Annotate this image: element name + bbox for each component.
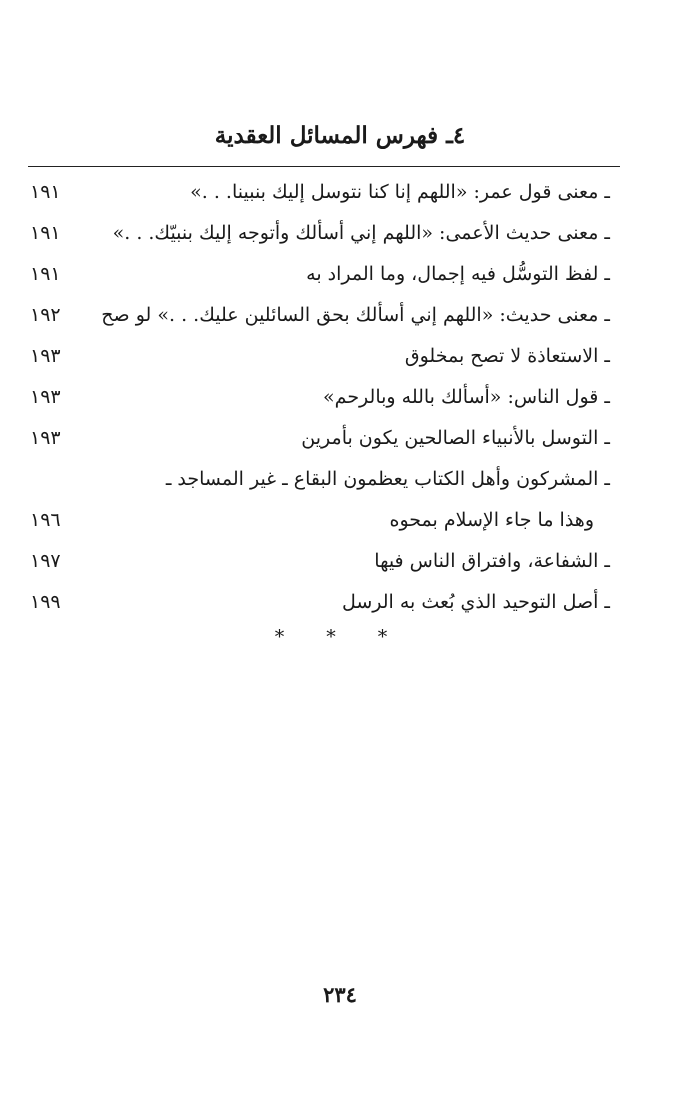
- entry-text: ـ أصل التوحيد الذي بُعث به الرسل: [341, 591, 610, 613]
- entry-page: ١٩٣: [30, 386, 61, 408]
- section-heading: ٤ـ فهرس المسائل العقدية: [214, 122, 466, 149]
- entry-page: ١٩٧: [30, 550, 61, 572]
- entry-text: ـ المشركون وأهل الكتاب يعظمون البقاع ـ غير المساجد ـ: [165, 468, 610, 490]
- entry-text: وهذا ما جاء الإسلام بمحوه: [389, 509, 594, 531]
- page-number: ٢٣٤: [323, 982, 357, 1007]
- index-entry: [0, 420, 680, 460]
- index-entry: [0, 543, 680, 583]
- entry-text: ـ لفظ التوسُّل فيه إجمال، وما المراد به: [306, 263, 610, 285]
- entry-text: ـ التوسل بالأنبياء الصالحين يكون بأمرين: [301, 427, 610, 449]
- index-entry: [0, 379, 680, 419]
- heading-rule: [28, 166, 620, 167]
- index-entry: [0, 338, 680, 378]
- entry-page: ١٩٣: [30, 427, 61, 449]
- index-entry: [0, 215, 680, 255]
- index-entry: [0, 174, 680, 214]
- entry-page: ١٩٣: [30, 345, 61, 367]
- index-entry-continuation: [0, 502, 680, 542]
- entry-page: ١٩١: [30, 263, 61, 285]
- index-entry: [0, 297, 680, 337]
- index-entry: [0, 461, 680, 501]
- entry-page: ١٩٢: [30, 304, 61, 326]
- index-entry: [0, 584, 680, 624]
- entry-page: ١٩١: [30, 181, 61, 203]
- entry-text: ـ قول الناس: «أسألك بالله وبالرحم»: [323, 386, 610, 408]
- entry-page: ١٩٩: [30, 591, 61, 613]
- entry-text: ـ معنى حديث الأعمى: «اللهم إني أسألك وأتوجه إليك بنبيّك. . .»: [112, 222, 610, 244]
- section-separator: * * *: [274, 626, 406, 648]
- entry-page: ١٩١: [30, 222, 61, 244]
- entry-text: ـ الشفاعة، وافتراق الناس فيها: [374, 550, 610, 572]
- entry-text: ـ معنى قول عمر: «اللهم إنا كنا نتوسل إليك بنبينا. . .»: [190, 181, 610, 203]
- entry-text: ـ الاستعاذة لا تصح بمخلوق: [404, 345, 610, 367]
- entry-text: ـ معنى حديث: «اللهم إني أسألك بحق السائلين عليك. . .» لو صح: [101, 304, 610, 326]
- entry-page: ١٩٦: [30, 509, 61, 531]
- index-entry: [0, 256, 680, 296]
